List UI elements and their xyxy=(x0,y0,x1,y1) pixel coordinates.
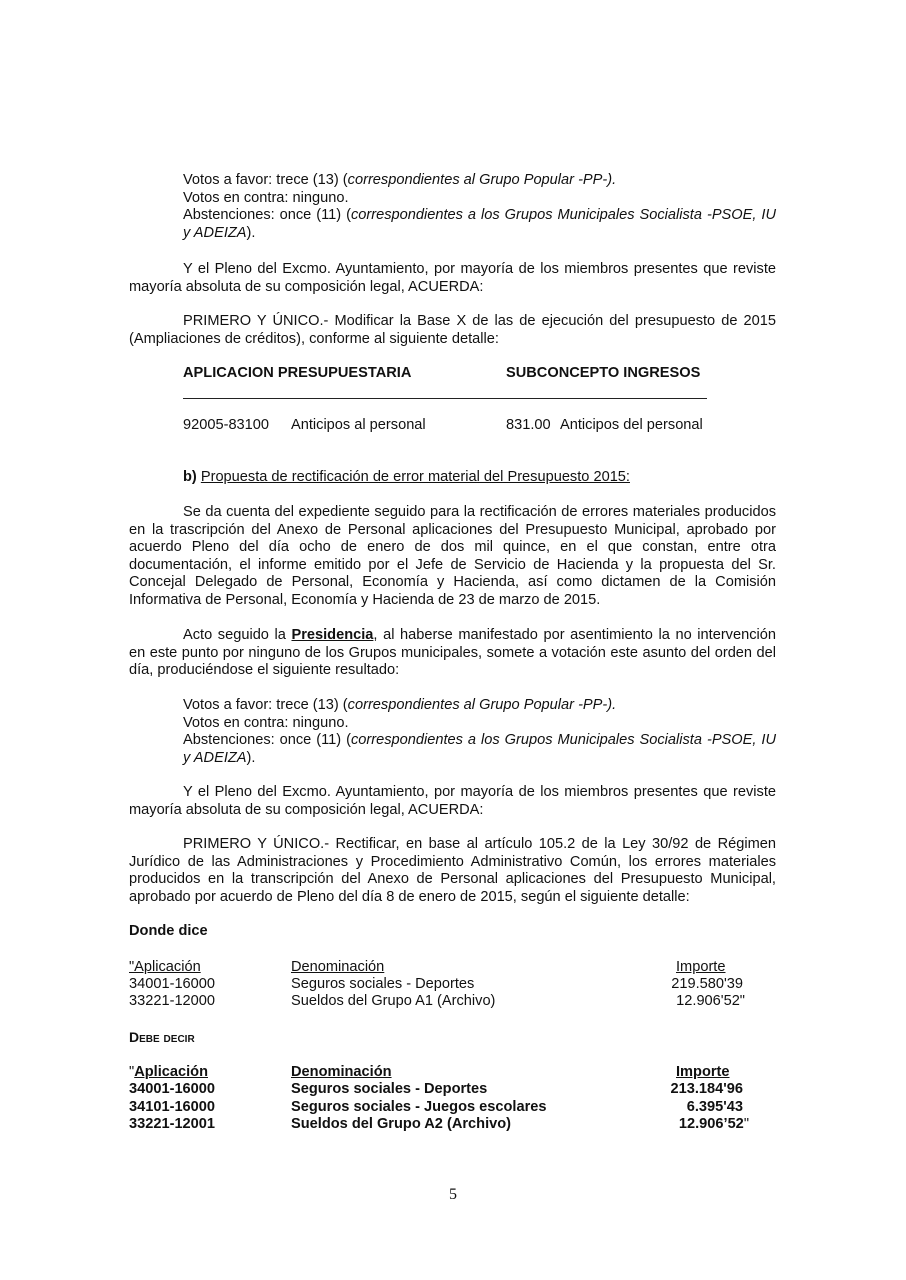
table2-row-2-desc: Seguros sociales - Juegos escolares xyxy=(291,1099,547,1115)
table2-row-1-amount: 213.184'96 xyxy=(670,1081,743,1097)
table1-row-2-code: 33221-12000 xyxy=(129,993,216,1009)
table2-header-importe: Importe xyxy=(676,1064,730,1080)
debe-decir-heading: Debe decir xyxy=(129,1029,195,1045)
table1-row-1-amount: 219.580'39 xyxy=(671,976,743,992)
votes-block-2 xyxy=(183,697,776,767)
pleno-paragraph-2: Y el Pleno del Excmo. Ayuntamiento, por mayoría de los miembros presentes que reviste mayoría absoluta de su composición legal, ACUERDA: xyxy=(129,784,776,818)
table2-header-aplicacion: "Aplicación xyxy=(129,1064,208,1080)
votes-abstentions: Abstenciones: once (11) (correspondientes a los Grupos Municipales Socialista -PSOE, IU y ADEIZA). xyxy=(183,207,776,241)
table2-row-1-code: 34001-16000 xyxy=(129,1081,216,1097)
table2-row-1-desc: Seguros sociales - Deportes xyxy=(291,1081,488,1097)
table-a-header-2: SUBCONCEPTO INGRESOS xyxy=(506,365,701,381)
table-a-amount: 831.00 xyxy=(506,417,551,433)
table1-row-2-desc: Sueldos del Grupo A1 (Archivo) xyxy=(291,993,496,1009)
table1-row-2-amount: 12.906'52" xyxy=(676,993,745,1009)
primero-paragraph-2: PRIMERO Y ÚNICO.- Rectificar, en base al artículo 105.2 de la Ley 30/92 de Régimen Jurídico de las Administraciones y Procedimiento Administrativo Común, los errores materiales producidos en la transcripción del Anexo de Personal aplicaciones del Presupuesto Municipal, aprobado por acuerdo de Pleno del día 8 de enero de 2015, según el siguiente detalle: xyxy=(129,836,776,905)
table2-row-2-amount: 6.395'43 xyxy=(686,1099,743,1115)
table1-header-importe: Importe xyxy=(676,959,726,975)
table-a-desc2: Anticipos del personal xyxy=(560,417,703,433)
table1-row-1-code: 34001-16000 xyxy=(129,976,216,992)
table2-row-3-desc: Sueldos del Grupo A2 (Archivo) xyxy=(291,1116,512,1132)
votes-favor: Votos a favor: trece (13) (correspondientes al Grupo Popular -PP-). xyxy=(183,172,617,188)
primero-paragraph-1: PRIMERO Y ÚNICO.- Modificar la Base X de las de ejecución del presupuesto de 2015 (Ampliaciones de créditos), conforme al siguiente detalle: xyxy=(129,313,776,347)
table-a-code: 92005-83100 xyxy=(183,417,270,433)
table1-header-denominacion: Denominación xyxy=(291,959,385,975)
page-number: 5 xyxy=(449,1186,457,1203)
divider xyxy=(183,398,707,399)
table2-row-3-amount: 12.906’52" xyxy=(678,1116,749,1132)
acto-seguido-paragraph: Acto seguido la Presidencia, al haberse manifestado por asentimiento la no intervención en este punto por ninguno de los Grupos municipales, somete a votación este asunto del orden del día, produciéndose el siguiente resultado: xyxy=(129,627,776,678)
votes-contra: Votos en contra: ninguno. xyxy=(183,189,349,206)
votes-block-1 xyxy=(183,172,776,242)
se-da-cuenta-paragraph: Se da cuenta del expediente seguido para la rectificación de errores materiales producidos en la trascripción del Anexo de Personal aplicaciones del Presupuesto Municipal, aprobado por acuerdo Pleno del día ocho de enero de dos mil quince, en el que constan, entre otra documentación, el informe emitido por el Jefe de Servicio de Hacienda y la propuesta del Sr. Concejal Delegado de Personal, Economía y Hacienda, así como dictamen de la Comisión Informativa de Personal, Economía y Hacienda de 23 de marzo de 2015. xyxy=(129,504,776,608)
table2-row-2-code: 34101-16000 xyxy=(129,1099,216,1115)
votes-contra: Votos en contra: ninguno. xyxy=(183,714,349,731)
table2-row-3-code: 33221-12001 xyxy=(129,1116,216,1132)
table1-header-aplicacion: "Aplicación xyxy=(129,959,201,975)
section-b-heading: b) Propuesta de rectificación de error material del Presupuesto 2015: xyxy=(183,469,630,485)
donde-dice-heading: Donde dice xyxy=(129,923,208,939)
votes-favor: Votos a favor: trece (13) (correspondientes al Grupo Popular -PP-). xyxy=(183,697,617,713)
table2-header-denominacion: Denominación xyxy=(291,1064,392,1080)
pleno-paragraph-1: Y el Pleno del Excmo. Ayuntamiento, por mayoría de los miembros presentes que reviste mayoría absoluta de su composición legal, ACUERDA: xyxy=(129,261,776,295)
votes-abstentions: Abstenciones: once (11) (correspondientes a los Grupos Municipales Socialista -PSOE, IU y ADEIZA). xyxy=(183,732,776,766)
table-a-header-1: APLICACION PRESUPUESTARIA xyxy=(183,365,412,381)
table-a-desc: Anticipos al personal xyxy=(291,417,426,433)
table1-row-1-desc: Seguros sociales - Deportes xyxy=(291,976,475,992)
